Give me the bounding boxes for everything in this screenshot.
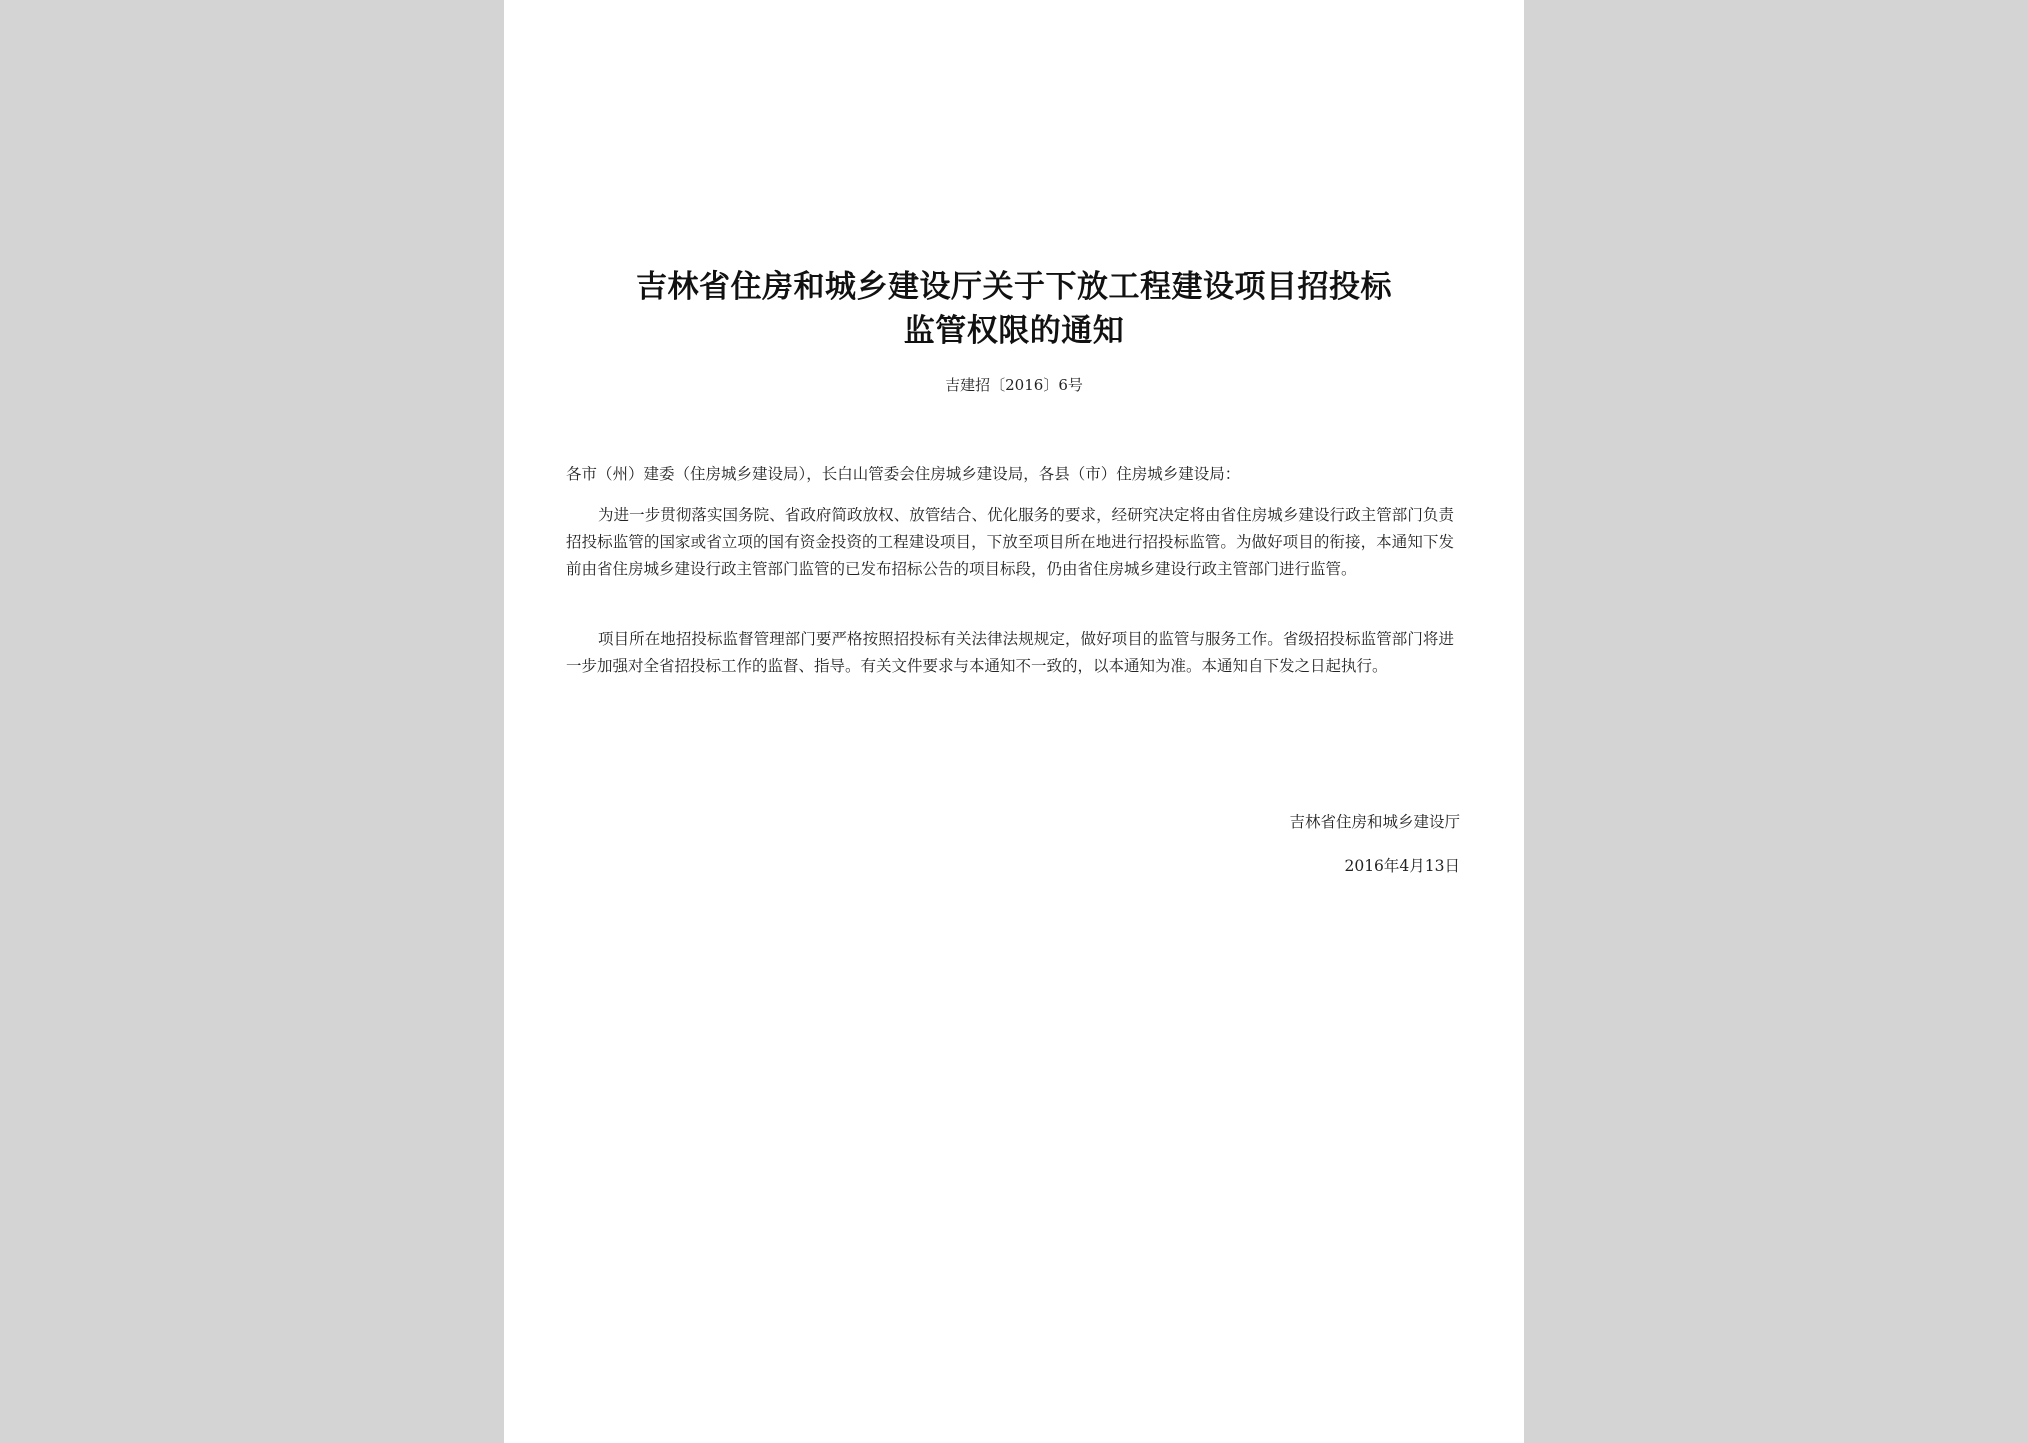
body-paragraph: 项目所在地招投标监督管理部门要严格按照招投标有关法律法规规定，做好项目的监管与服务工作。省级招投标监管部门将进一步加强对全省招投标工作的监督、指导。有关文件要求与本通知不一致的，以本通知为准。本通知自下发之日起执行。 bbox=[566, 630, 1454, 675]
document-number: 吉建招〔2016〕6号 bbox=[945, 376, 1083, 394]
addressee-line: 各市（州）建委（住房城乡建设局），长白山管委会住房城乡建设局，各县（市）住房城乡建设局： bbox=[566, 465, 1241, 483]
issue-date: 2016年4月13日 bbox=[1344, 857, 1460, 875]
document-title-line-1: 吉林省住房和城乡建设厅关于下放工程建设项目招投标 bbox=[636, 269, 1392, 305]
body-paragraph: 为进一步贯彻落实国务院、省政府简政放权、放管结合、优化服务的要求，经研究决定将由省住房城乡建设行政主管部门负责招投标监管的国家或省立项的国有资金投资的工程建设项目，下放至项目所在地进行招投标监管。为做好项目的衔接，本通知下发前由省住房城乡建设行政主管部门监管的已发布招标公告的项目标段，仍由省住房城乡建设行政主管部门进行监管。 bbox=[566, 506, 1454, 578]
document-title-line-2: 监管权限的通知 bbox=[903, 313, 1125, 349]
issuer-signature: 吉林省住房和城乡建设厅 bbox=[1289, 813, 1460, 831]
document-page bbox=[504, 0, 1524, 1443]
